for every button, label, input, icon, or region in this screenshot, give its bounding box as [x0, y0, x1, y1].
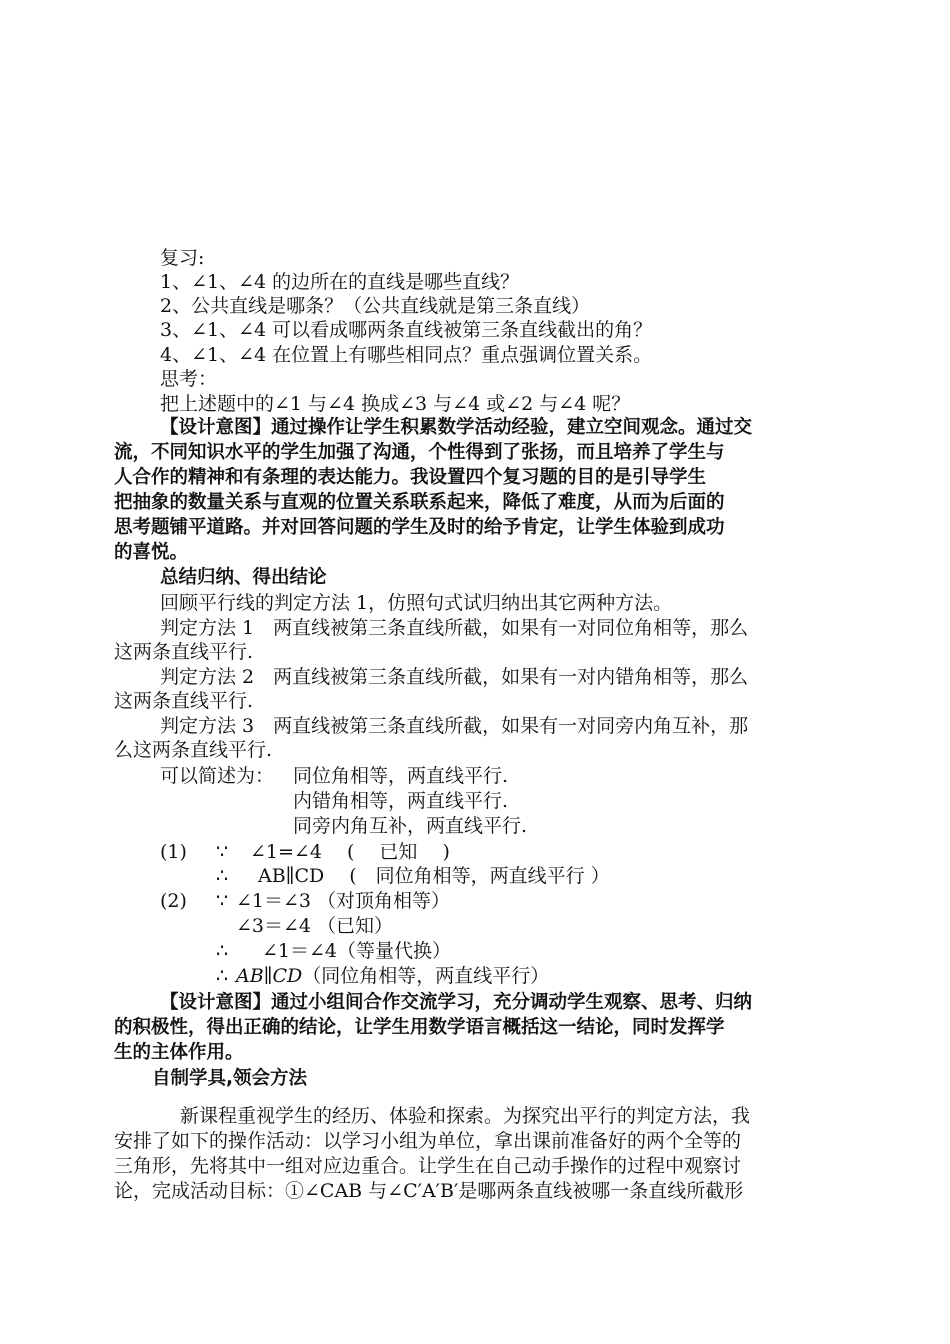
brief-item-2: 内错角相等，两直线平行.	[293, 790, 509, 812]
proof-2-number: (2)	[160, 890, 187, 912]
think-text: 把上述题中的∠1 与∠4 换成∠3 与∠4 或∠2 与∠4 呢？	[160, 393, 631, 415]
therefore-symbol: ∴	[216, 865, 229, 887]
review-heading: 复习:	[160, 247, 205, 269]
method-2-line-1: 判定方法 2 两直线被第三条直线所截，如果有一对内错角相等，那么	[160, 666, 749, 688]
method-1-line-1: 判定方法 1 两直线被第三条直线所截，如果有一对同位角相等，那么	[160, 617, 749, 639]
parallel-math-expression: AB∥CD	[236, 965, 303, 987]
design-intent-1-line-2: 流，不同知识水平的学生加强了沟通，个性得到了张扬，而且培养了学生与	[114, 442, 725, 463]
summary-heading: 总结归纳、得出结论	[160, 567, 327, 588]
therefore-symbol: ∴	[216, 940, 229, 962]
proof-2-statement-2: ∠3＝∠4 （已知）	[236, 915, 394, 937]
tools-paragraph-line-3: 三角形，先将其中一组对应边重合。让学生在自己动手操作的过程中观察讨	[114, 1155, 742, 1177]
therefore-symbol: ∴	[216, 965, 229, 987]
proof-1-number: (1)	[160, 841, 187, 863]
review-question-3: 3、∠1、∠4 可以看成哪两条直线被第三条直线截出的角？	[160, 319, 653, 341]
brief-item-1: 同位角相等，两直线平行.	[293, 765, 509, 787]
design-intent-1-line-4: 把抽象的数量关系与直观的位置关系联系起来，降低了难度，从而为后面的	[114, 492, 725, 513]
review-question-1: 1、∠1、∠4 的边所在的直线是哪些直线？	[160, 271, 520, 293]
design-intent-1-line-5: 思考题铺平道路。并对回答问题的学生及时的给予肯定，让学生体验到成功	[114, 517, 725, 538]
design-intent-2-line-1: 【设计意图】通过小组间合作交流学习，充分调动学生观察、思考、归纳	[160, 992, 753, 1013]
think-heading: 思考：	[160, 368, 218, 390]
tools-paragraph-line-1: 新课程重视学生的经历、体验和探索。为探究出平行的判定方法，我	[180, 1105, 751, 1127]
proof-1-conclusion: AB∥CD ( 同位角相等，两直线平行 ）	[258, 865, 610, 887]
brief-item-3: 同旁内角互补，两直线平行.	[293, 815, 528, 837]
method-2-line-2: 这两条直线平行.	[114, 690, 254, 712]
design-intent-2-line-2: 的积极性，得出正确的结论，让学生用数学语言概括这一结论，同时发挥学	[114, 1017, 725, 1038]
review-question-2: 2、公共直线是哪条？（公共直线就是第三条直线）	[160, 295, 591, 317]
design-intent-1-line-1: 【设计意图】通过操作让学生积累数学活动经验，建立空间观念。通过交	[160, 417, 753, 438]
summary-intro: 回顾平行线的判定方法 1，仿照句式试归纳出其它两种方法。	[160, 592, 673, 614]
since-symbol: ∵	[216, 890, 229, 912]
tools-heading: 自制学具,领会方法	[152, 1068, 308, 1089]
design-intent-2-line-3: 生的主体作用。	[114, 1042, 244, 1063]
tools-paragraph-line-4: 论，完成活动目标：①∠CAB 与∠C′A′B′是哪两条直线被哪一条直线所截形	[114, 1180, 744, 1202]
design-intent-1-line-3: 人合作的精神和有条理的表达能力。我设置四个复习题的目的是引导学生	[114, 467, 707, 488]
parallel-reason: （同位角相等，两直线平行）	[302, 965, 550, 987]
method-3-line-1: 判定方法 3 两直线被第三条直线所截，如果有一对同旁内角互补，那	[160, 715, 749, 737]
proof-2-conclusion-2	[236, 964, 549, 988]
brief-label: 可以简述为：	[160, 765, 275, 787]
proof-2-conclusion-1: ∠1＝∠4（等量代换）	[262, 940, 452, 962]
since-symbol: ∵	[216, 841, 229, 863]
proof-2-statement-1: ∠1＝∠3 （对顶角相等）	[236, 890, 451, 912]
design-intent-1-line-6: 的喜悦。	[114, 542, 189, 563]
tools-paragraph-line-2: 安排了如下的操作活动：以学习小组为单位，拿出课前准备好的两个全等的	[114, 1130, 742, 1152]
method-3-line-2: 么这两条直线平行.	[114, 739, 273, 761]
method-1-line-2: 这两条直线平行.	[114, 641, 254, 663]
review-question-4: 4、∠1、∠4 在位置上有哪些相同点？重点强调位置关系。	[160, 344, 653, 366]
proof-1-statement: ∠1=∠4 ( 已知 )	[250, 841, 450, 863]
